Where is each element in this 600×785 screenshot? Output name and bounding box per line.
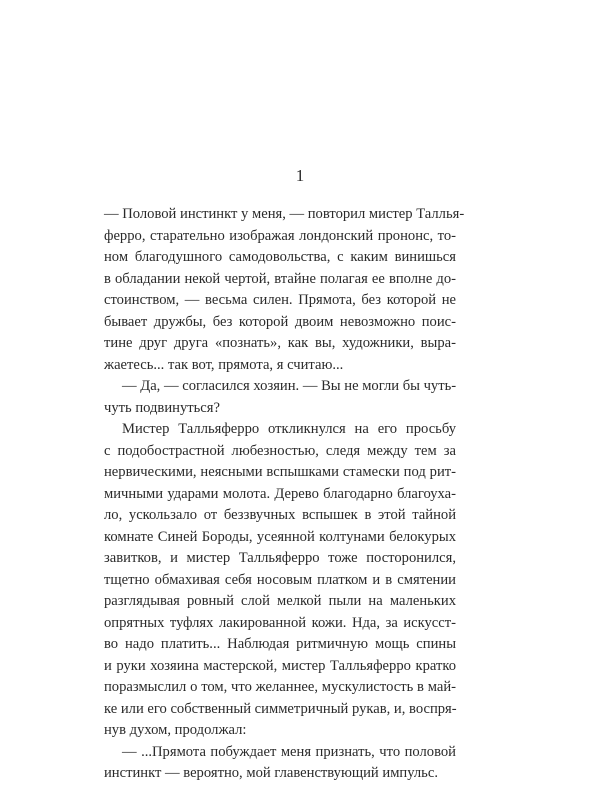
chapter-text	[104, 204, 465, 785]
text-line: чуть подвинуться?	[104, 399, 220, 416]
text-line: бывает дружбы, без которой двоим невозможно поис-	[104, 313, 456, 330]
text-line: завитков, и мистер Талльяферро тоже посторонился,	[104, 550, 456, 566]
text-line: Мистер Талльяферро откликнулся на его просьбу	[122, 421, 456, 437]
text-line: мичными ударами молота. Дерево благодарно благоуха-	[104, 485, 456, 502]
text-line: ферро, старательно изображая лондонский прононс, то-	[104, 227, 456, 244]
text-line: тине друг друга «познать», как вы, художники, выра-	[104, 335, 456, 351]
text-line: тщетно обмахивая себя носовым платком и в смятении	[104, 571, 456, 588]
text-line: ном благодушного самодовольства, с каким винишься	[104, 249, 456, 265]
text-line: жаетесь... так вот, прямота, я считаю...	[104, 356, 344, 373]
text-line: разглядывая ровный слой мелкой пыли на маленьких	[104, 593, 456, 609]
text-line: и руки хозяина мастерской, мистер Талльяферро кратко	[104, 657, 456, 674]
text-line: поразмыслил о том, что желаннее, мускулистость в май-	[104, 679, 456, 695]
text-line: — Половой инстинкт у меня, — повторил мистер Таллья-	[104, 206, 465, 222]
text-line: комнате Синей Бороды, усеянной колтунами белокурых	[104, 528, 456, 545]
text-line: — ...Прямота побуждает меня признать, что половой	[122, 743, 456, 760]
text-line: ло, ускользало от беззвучных вспышек в этой тайной	[104, 507, 456, 523]
text-line: нервическими, неясными вспышками стамески под рит-	[104, 464, 456, 480]
text-line: нув духом, продолжал:	[104, 722, 247, 738]
text-line: инстинкт — вероятно, мой главенствующий импульс.	[104, 765, 438, 781]
text-line: — Да, — согласился хозяин. — Вы не могли бы чуть-	[122, 378, 457, 394]
text-line: в обладании некой чертой, втайне полагая ее вполне до-	[104, 270, 456, 287]
chapter-number: 1	[295, 166, 305, 185]
text-line: ке или его собственный симметричный рукав, и, воспря-	[104, 700, 457, 717]
text-line: опрятных туфлях лакированной кожи. Нда, за искусст-	[104, 614, 456, 631]
text-line: с подобострастной любезностью, следя между тем за	[104, 442, 456, 459]
text-line: стоинством, — весьма силен. Прямота, без которой не	[104, 292, 456, 308]
text-line: во надо платить... Наблюдая ритмичную мощь спины	[104, 636, 456, 652]
